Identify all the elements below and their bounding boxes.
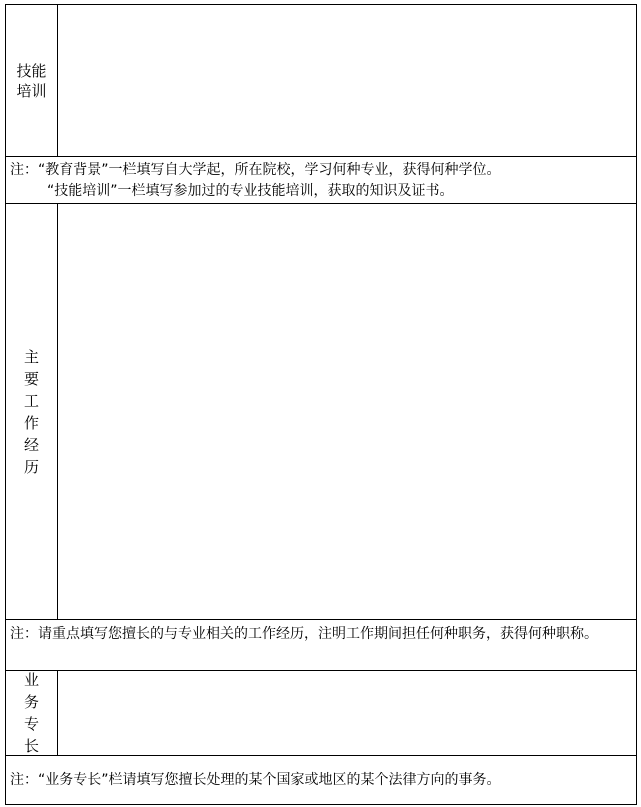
- work-experience-label: 主要工作经历: [23, 347, 39, 476]
- work-experience-label-cell: [6, 204, 58, 619]
- skill-training-label: 技能培训: [16, 61, 47, 100]
- skill-training-input-area[interactable]: [58, 5, 636, 156]
- skill-training-row: [6, 5, 636, 157]
- work-experience-note-row: [6, 620, 636, 671]
- application-form-table: [5, 4, 637, 805]
- skill-training-note: [6, 157, 636, 202]
- skill-training-label-cell: [6, 5, 58, 156]
- expertise-note-row: [6, 756, 636, 804]
- education-note-line: 注：“教育背景”一栏填写自大学起，所在院校，学习何种专业，获得何种学位。: [10, 162, 501, 178]
- skill-training-note-row: [6, 157, 636, 204]
- expertise-label: 业务专长: [23, 671, 39, 755]
- work-experience-note: 注：请重点填写您擅长的与专业相关的工作经历，注明工作期间担任何种职务，获得何种职称。: [10, 626, 598, 642]
- work-experience-row: [6, 204, 636, 620]
- expertise-input-area[interactable]: [58, 671, 636, 755]
- training-note-line: “技能培训”一栏填写参加过的专业技能培训，获取的知识及证书。: [47, 183, 454, 199]
- expertise-label-cell: [6, 671, 58, 755]
- expertise-row: [6, 671, 636, 756]
- work-experience-input-area[interactable]: [58, 204, 636, 619]
- expertise-note: 注：“业务专长”栏请填写您擅长处理的某个国家或地区的某个法律方向的事务。: [10, 772, 501, 788]
